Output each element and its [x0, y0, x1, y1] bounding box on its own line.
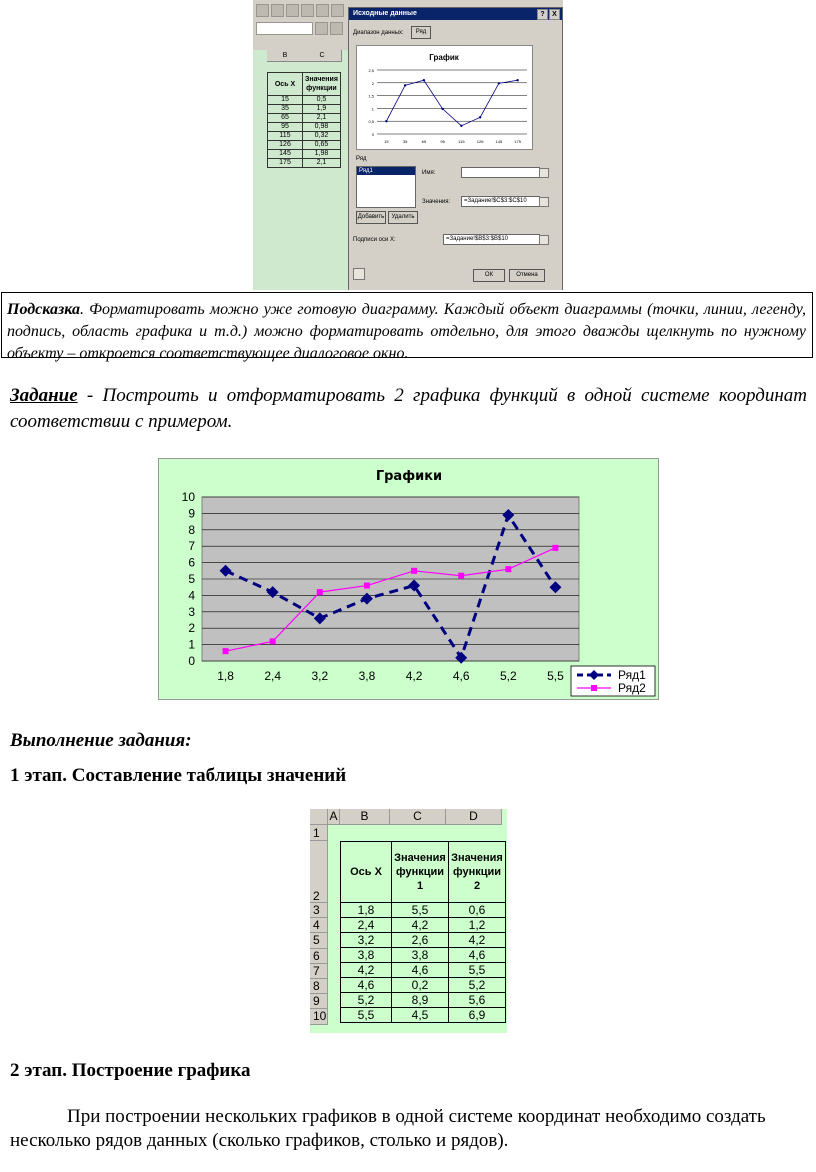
cell-x[interactable]: 15: [268, 96, 303, 105]
table-row: [268, 96, 341, 105]
data-point-series-2: [458, 573, 464, 579]
cell-value[interactable]: 2,1: [303, 159, 341, 168]
cell-value[interactable]: 0,65: [303, 141, 341, 150]
header-function: Значения функции: [303, 73, 341, 96]
header-x-axis: Ось X: [341, 842, 392, 903]
cell-x[interactable]: 126: [268, 141, 303, 150]
example-chart-svg: [159, 459, 658, 699]
y-tick-label: 8: [188, 522, 195, 537]
cell-x[interactable]: 175: [268, 159, 303, 168]
cell-x[interactable]: 4,2: [341, 963, 392, 978]
series-item[interactable]: Ряд1: [357, 167, 415, 175]
cell-f1[interactable]: 3,8: [392, 948, 449, 963]
toolbar-button[interactable]: [286, 4, 299, 17]
preview-x-tick: 95: [440, 139, 445, 144]
cell-f1[interactable]: 4,5: [392, 1008, 449, 1023]
cell-f1[interactable]: 0,2: [392, 978, 449, 993]
row-header[interactable]: 6: [310, 949, 328, 964]
toolbar-row: [255, 20, 345, 36]
table-row: [341, 918, 506, 933]
task-lead: Задание: [10, 385, 78, 406]
cell-x[interactable]: 1,8: [341, 903, 392, 918]
y-tick-label: 5: [188, 572, 195, 586]
background-sheet: [253, 50, 348, 290]
name-field[interactable]: [461, 167, 540, 178]
data-point-series-2: [317, 589, 323, 595]
header-x: Ось Х: [268, 73, 303, 96]
background-data-table: [267, 72, 341, 168]
cell-f1[interactable]: 4,2: [392, 918, 449, 933]
cell-f1[interactable]: 5,5: [392, 903, 449, 918]
range-label: Диапазон данных:: [353, 30, 404, 36]
y-tick-label: 7: [188, 539, 195, 554]
data-point-series-2: [411, 568, 417, 574]
table-row: [268, 114, 341, 123]
header-function-1: Значения функции 1: [392, 842, 449, 903]
table-row: [268, 159, 341, 168]
preview-y-tick: 0: [371, 132, 374, 137]
cell-f2[interactable]: 6,9: [449, 1008, 506, 1023]
row-header[interactable]: 10: [310, 1009, 328, 1024]
x-tick-label: 1,8: [217, 669, 234, 683]
table-row: [341, 963, 506, 978]
preview-point: [404, 84, 406, 86]
cell-x[interactable]: 5,5: [341, 1008, 392, 1023]
preview-y-tick: 1: [371, 106, 374, 112]
preview-x-tick: 65: [421, 139, 427, 144]
preview-chart-svg: [357, 46, 532, 149]
row-header[interactable]: 9: [310, 994, 328, 1009]
header-function-2: Значения функции 2: [449, 842, 506, 903]
cell-x[interactable]: 145: [268, 150, 303, 159]
data-point-series-2: [270, 638, 276, 644]
x-tick-label: 3,2: [311, 669, 329, 683]
name-label: Имя:: [422, 170, 436, 176]
toolbar-button[interactable]: [316, 4, 329, 17]
cell-f1[interactable]: 4,6: [392, 963, 449, 978]
xlabels-label: Подписи оси X:: [353, 237, 396, 243]
cell-x[interactable]: 5,2: [341, 993, 392, 1008]
data-point-series-2: [223, 648, 229, 654]
column-header-c[interactable]: C: [303, 50, 342, 62]
toolbar-row: [255, 2, 345, 18]
row-header[interactable]: 4: [310, 918, 328, 933]
y-tick-label: 3: [188, 604, 195, 619]
cell-x[interactable]: 4,6: [341, 978, 392, 993]
row-header[interactable]: 5: [310, 933, 328, 948]
cell-f2[interactable]: 1,2: [449, 918, 506, 933]
data-point-series-2: [364, 583, 370, 589]
dialog-title: Исходные данные: [353, 10, 417, 17]
column-header-b[interactable]: B: [340, 809, 390, 825]
table-row: [268, 150, 341, 159]
cell-x[interactable]: 2,4: [341, 918, 392, 933]
preview-x-tick: 115: [458, 139, 465, 144]
cell-value[interactable]: 1,98: [303, 150, 341, 159]
range-picker-icon[interactable]: [539, 197, 549, 207]
chart-title: Графики: [375, 469, 443, 484]
cell-f2[interactable]: 0,6: [449, 903, 506, 918]
preview-y-tick: 1,5: [368, 93, 374, 99]
cell-x[interactable]: 115: [268, 132, 303, 141]
table-row: [268, 123, 341, 132]
cell-f1[interactable]: 8,9: [392, 993, 449, 1008]
excel-dialog-screenshot: [253, 0, 563, 290]
preview-x-tick: 145: [495, 139, 503, 144]
execution-heading: Выполнение задания:: [10, 730, 192, 751]
range-picker-icon[interactable]: [539, 168, 549, 178]
x-tick-label: 5,2: [499, 669, 517, 683]
legend-label: Ряд2: [618, 681, 646, 695]
preview-point: [498, 82, 500, 84]
values-spreadsheet: [310, 809, 507, 1033]
cell-f1[interactable]: 2,6: [392, 933, 449, 948]
hint-box: [1, 292, 813, 362]
table-row: [268, 132, 341, 141]
data-point-series-2: [552, 545, 558, 551]
legend-label: Ряд1: [618, 668, 646, 682]
x-tick-label: 4,2: [405, 669, 423, 683]
toolbar-button[interactable]: [301, 4, 314, 17]
row-header[interactable]: 1: [310, 825, 328, 841]
name-box[interactable]: [256, 22, 313, 35]
cell-f2[interactable]: 5,5: [449, 963, 506, 978]
row-header[interactable]: 3: [310, 903, 328, 918]
cell-f2[interactable]: 4,2: [449, 933, 506, 948]
legend-marker: [591, 685, 597, 691]
table-row: [341, 948, 506, 963]
toolbar-button[interactable]: [271, 4, 284, 17]
row-header[interactable]: 7: [310, 964, 328, 979]
preview-x-tick: 126: [476, 139, 484, 144]
column-header-a[interactable]: A: [328, 809, 340, 825]
cell-x[interactable]: 65: [268, 114, 303, 123]
series-listbox[interactable]: [356, 166, 416, 208]
x-tick-label: 2,4: [264, 669, 282, 683]
values-field[interactable]: =Задание!$C$3:$C$10: [461, 196, 540, 207]
cell-value[interactable]: 0,32: [303, 132, 341, 141]
close-button[interactable]: X: [549, 9, 560, 20]
cancel-button[interactable]: Отмена: [509, 269, 545, 282]
cell-f2[interactable]: 4,6: [449, 948, 506, 963]
cell-x[interactable]: 35: [268, 105, 303, 114]
remove-button[interactable]: Удалить: [388, 211, 418, 224]
y-tick-label: 2: [188, 621, 195, 636]
range-picker-icon[interactable]: [539, 235, 549, 245]
preview-point: [460, 125, 462, 127]
stage2-heading: 2 этап. Построение графика: [10, 1060, 251, 1081]
xlabels-field[interactable]: =Задание!$B$3:$B$10: [443, 234, 540, 245]
toolbar-button[interactable]: [256, 4, 269, 17]
add-button[interactable]: Добавить: [356, 211, 386, 224]
table-row: [341, 993, 506, 1008]
tab-series[interactable]: Ряд: [411, 26, 431, 39]
hint-lead: Подсказка: [7, 301, 80, 318]
y-tick-label: 6: [188, 555, 195, 570]
cell-value[interactable]: 1,9: [303, 105, 341, 114]
column-header-d[interactable]: D: [446, 809, 502, 825]
cell-value[interactable]: 0,98: [303, 123, 341, 132]
values-table: [340, 841, 506, 1023]
table-row: [268, 105, 341, 114]
preview-x-tick: 15: [384, 139, 389, 144]
preview-point: [479, 116, 481, 118]
hint-text: . Форматировать можно уже готовую диаграмму. Каждый объект диаграммы (точки, линии, легенду, подпись, область графика и т.д.) можно форматировать отдельно, для этого дважды щелкнуть по нужному объекту – откроется соответствующее диалоговое окно.: [7, 301, 806, 362]
preview-chart-title: График: [429, 53, 459, 62]
y-tick-label: 0: [188, 654, 195, 668]
closing-paragraph: При построении нескольких графиков в одной системе координат необходимо создать несколько рядов данных (сколько графиков, столько и рядов).: [10, 1106, 766, 1151]
row-header[interactable]: 8: [310, 979, 328, 994]
values-label: Значения:: [422, 199, 451, 205]
table-row: [341, 1008, 506, 1023]
table-row: [268, 141, 341, 150]
cell-value[interactable]: 0,5: [303, 96, 341, 105]
toolbar-button[interactable]: [315, 22, 328, 35]
stage1-heading: 1 этап. Составление таблицы значений: [10, 765, 347, 786]
preview-point: [385, 120, 387, 122]
sheet-corner: [310, 809, 328, 825]
x-tick-label: 4,6: [452, 669, 470, 683]
x-tick-label: 5,5: [547, 669, 564, 683]
source-data-dialog: [348, 7, 563, 290]
cell-x[interactable]: 3,8: [341, 948, 392, 963]
x-tick-label: 3,8: [358, 669, 376, 683]
cell-f2[interactable]: 5,2: [449, 978, 506, 993]
y-tick-label: 4: [188, 588, 195, 603]
cell-x[interactable]: 3,2: [341, 933, 392, 948]
y-tick-label: 10: [181, 490, 195, 504]
example-chart: [158, 458, 659, 700]
toolbar-button[interactable]: [330, 22, 343, 35]
column-header-b[interactable]: B: [267, 50, 304, 62]
toolbar-button[interactable]: [331, 4, 344, 17]
preview-chart: [356, 45, 533, 150]
preview-point: [441, 108, 443, 110]
preview-y-tick: 0,5: [368, 119, 374, 125]
preview-point: [516, 79, 518, 81]
table-row: [341, 903, 506, 918]
preview-y-tick: 2,5: [368, 68, 374, 73]
row-header[interactable]: 2: [310, 841, 328, 903]
preview-x-tick: 175: [514, 139, 521, 144]
cell-x[interactable]: 95: [268, 123, 303, 132]
excel-toolbar: [253, 0, 348, 51]
preview-point: [423, 79, 425, 81]
help-button[interactable]: ?: [537, 9, 548, 20]
task-paragraph: [10, 383, 807, 435]
cell-f2[interactable]: 5,6: [449, 993, 506, 1008]
cell-value[interactable]: 2,1: [303, 114, 341, 123]
series-label: Ряд: [356, 156, 367, 162]
preview-series-line: [386, 80, 517, 126]
preview-x-tick: 35: [402, 139, 408, 144]
y-tick-label: 1: [188, 637, 195, 652]
column-header-c[interactable]: C: [390, 809, 446, 825]
y-tick-label: 9: [188, 506, 195, 521]
table-row: [341, 978, 506, 993]
data-point-series-2: [505, 566, 511, 572]
task-text: - Построить и отформатировать 2 графика функций в одной системе координат соответствии с примером.: [10, 385, 807, 432]
help-icon[interactable]: [353, 268, 365, 280]
preview-y-tick: 2: [371, 80, 374, 86]
ok-button[interactable]: ОК: [473, 269, 505, 282]
dialog-titlebar: [349, 8, 562, 20]
table-row: [341, 933, 506, 948]
